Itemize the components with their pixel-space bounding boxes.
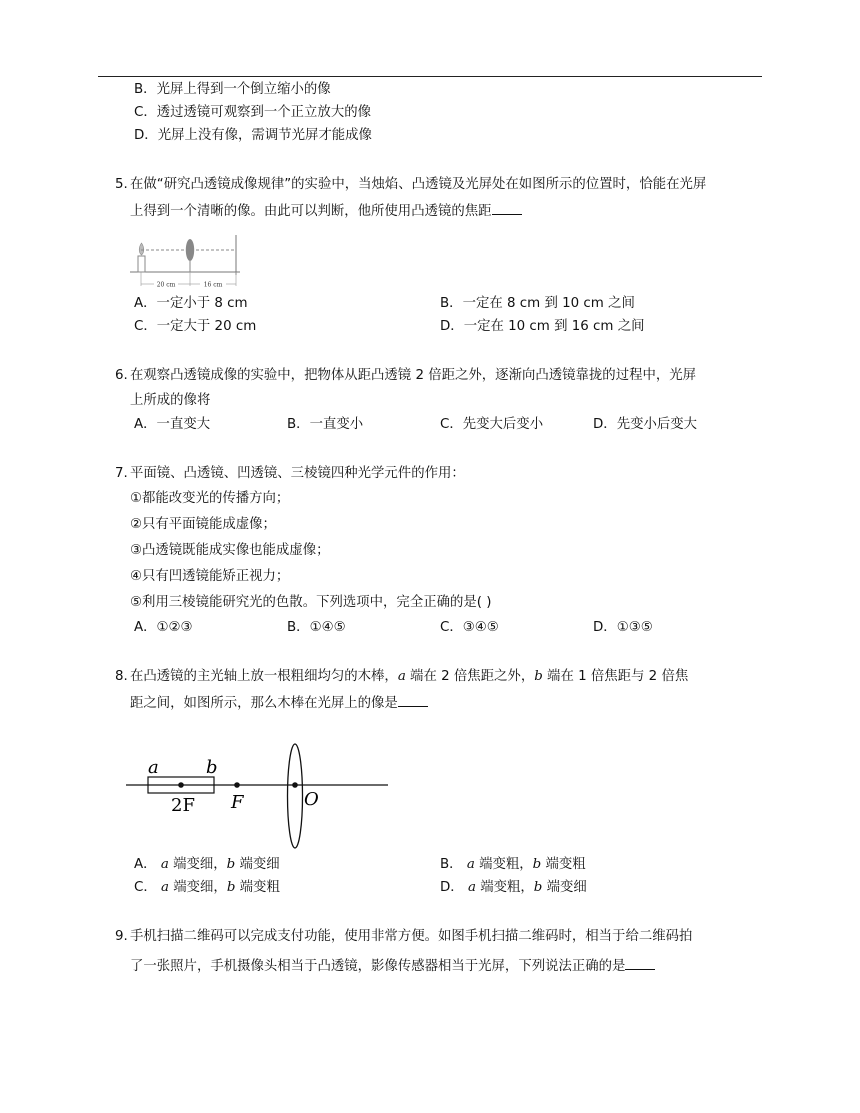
convex-lens [186, 239, 194, 261]
label-2f: 2F [171, 795, 195, 816]
q4-option-d: D．光屏上没有像，需调节光屏才能成像 [134, 128, 372, 143]
point-o [292, 782, 298, 788]
convex-lens [288, 744, 303, 848]
q5-number: 5. [115, 177, 128, 192]
label-f: F [231, 792, 244, 813]
q7-statement-5: ⑤利用三棱镜能研究光的色散。下列选项中，完全正确的是( ) [130, 595, 492, 610]
q8-option-d: D． a 端变粗，b 端变细 [440, 880, 587, 895]
q5-stem-line1: 在做“研究凸透镜成像规律”的实验中，当烛焰、凸透镜及光屏处在如图所示的位置时，恰能在光屏 [130, 177, 707, 192]
q9-stem-line1: 手机扫描二维码可以完成支付功能，使用非常方便。如图手机扫描二维码时，相当于给二维码拍 [130, 929, 693, 944]
q6-option-a: A．一直变大 [134, 417, 211, 432]
flame [139, 243, 144, 255]
candle [138, 256, 145, 272]
label-a: a [148, 757, 159, 778]
q6-stem-line2: 上所成的像将 [130, 393, 211, 408]
q5-option-b: B．一定在 8 cm 到 10 cm 之间 [440, 296, 635, 311]
q7-statement-3: ③凸透镜既能成实像也能成虚像； [130, 543, 330, 558]
q7-statement-1: ①都能改变光的传播方向； [130, 491, 290, 506]
label-20cm: 20 cm [156, 281, 176, 289]
q6-option-b: B．一直变小 [287, 417, 364, 432]
q8-stem-line1: 在凸透镜的主光轴上放一根粗细均匀的木棒，a 端在 2 倍焦距之外，b 端在 1 倍焦距与 2 倍焦 [130, 669, 689, 684]
q8-stem-line2: 距之间，如图所示，那么木棒在光屏上的像是 [130, 693, 428, 713]
q8-option-a: A． a 端变细，b 端变细 [134, 857, 280, 872]
q7-option-c: C．③④⑤ [440, 620, 499, 635]
q8-option-b: B． a 端变粗，b 端变粗 [440, 857, 586, 872]
q8-option-c: C． a 端变细，b 端变粗 [134, 880, 280, 895]
q8-figure [124, 738, 390, 856]
q4-option-c: C．透过透镜可观察到一个正立放大的像 [134, 105, 371, 120]
answer-blank [398, 693, 428, 707]
q7-option-b: B．①④⑤ [287, 620, 346, 635]
q7-stem: 平面镜、凸透镜、凹透镜、三棱镜四种光学元件的作用： [130, 466, 465, 481]
answer-blank [492, 201, 522, 215]
q7-option-d: D．①③⑤ [593, 620, 653, 635]
header-rule [98, 76, 762, 77]
label-16cm: 16 cm [203, 281, 223, 289]
q6-number: 6. [115, 368, 128, 383]
q9-stem-line2: 了一张照片，手机摄像头相当于凸透镜，影像传感器相当于光屏，下列说法正确的是 [130, 956, 655, 976]
q7-statement-4: ④只有凹透镜能矫正视力； [130, 569, 290, 584]
label-b: b [206, 757, 218, 778]
q5-option-a: A．一定小于 8 cm [134, 296, 248, 311]
q8-number: 8. [115, 669, 128, 684]
q9-number: 9. [115, 929, 128, 944]
q4-option-b: B．光屏上得到一个倒立缩小的像 [134, 82, 331, 97]
q6-stem-line1: 在观察凸透镜成像的实验中，把物体从距凸透镜 2 倍距之外，逐渐向凸透镜靠拢的过程中，光屏 [130, 368, 697, 383]
q5-stem-line2: 上得到一个清晰的像。由此可以判断，他所使用凸透镜的焦距 [130, 201, 522, 221]
label-o: O [304, 789, 319, 810]
q6-option-d: D．先变小后变大 [593, 417, 698, 432]
q7-option-a: A．①②③ [134, 620, 193, 635]
point-2f [178, 782, 184, 788]
q6-option-c: C．先变大后变小 [440, 417, 544, 432]
q5-option-c: C．一定大于 20 cm [134, 319, 257, 334]
q7-number: 7. [115, 466, 128, 481]
answer-blank [625, 956, 655, 970]
q7-statement-2: ②只有平面镜能成虚像； [130, 517, 276, 532]
point-f [234, 782, 240, 788]
q5-option-d: D．一定在 10 cm 到 16 cm 之间 [440, 319, 645, 334]
q5-figure [128, 230, 244, 292]
